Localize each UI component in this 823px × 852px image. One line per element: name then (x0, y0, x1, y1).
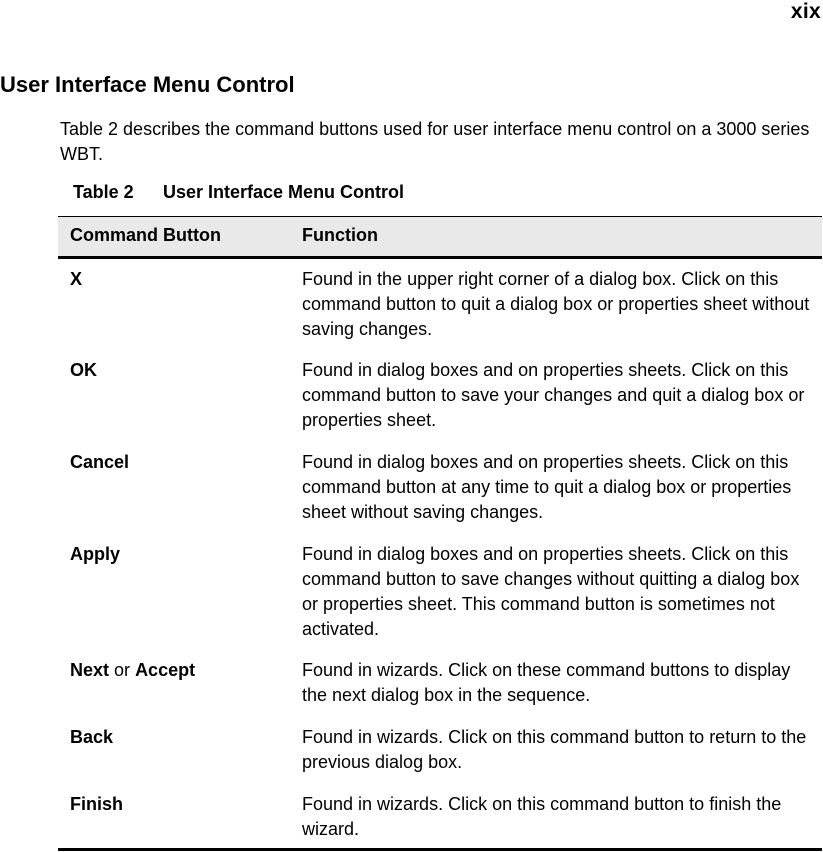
header-function: Function (302, 225, 378, 245)
table-caption (73, 182, 404, 203)
table-row (58, 358, 822, 433)
table-bottom-rule (58, 848, 822, 851)
command-cell (70, 542, 290, 567)
command-cell (70, 358, 290, 383)
command-cell (70, 267, 290, 292)
function-cell: Found in the upper right corner of a dialog box. Click on this command button to quit a dialog box or properties sheet without saving changes. (302, 269, 810, 339)
function-cell: Found in dialog boxes and on properties sheets. Click on this command button to save changes without quitting a dialog box or properties sheet. This command button is sometimes not activated. (302, 544, 800, 639)
command-cell (70, 450, 290, 475)
page-number: xix (790, 0, 821, 23)
table-caption-title: User Interface Menu Control (163, 182, 405, 202)
function-cell: Found in dialog boxes and on properties sheets. Click on this command button to save your changes and quit a dialog box or properties sheet. (302, 360, 805, 430)
table-row (58, 792, 822, 842)
command-name: Finish (70, 794, 123, 814)
function-cell: Found in dialog boxes and on properties sheets. Click on this command button at any time to quit a dialog box or properties sheet without saving changes. (302, 452, 792, 522)
command-name: Apply (70, 544, 121, 564)
function-cell: Found in wizards. Click on these command buttons to display the next dialog box in the sequence. (302, 660, 791, 705)
function-cell: Found in wizards. Click on this command button to return to the previous dialog box. (302, 727, 807, 772)
function-cell: Found in wizards. Click on this command button to finish the wizard. (302, 794, 782, 839)
command-name-accept: Accept (135, 660, 196, 680)
table-body (58, 267, 822, 842)
table-row (58, 450, 822, 525)
table-row (58, 658, 822, 708)
command-cell (70, 725, 290, 750)
header-command-button: Command Button (70, 225, 221, 245)
command-name: OK (70, 360, 97, 380)
intro-paragraph: Table 2 describes the command buttons used for user interface menu control on a 3000 series WBT. (60, 119, 810, 164)
table-caption-label: Table 2 (73, 182, 134, 202)
command-table (58, 216, 822, 842)
section-heading: User Interface Menu Control (0, 72, 295, 97)
command-join-word: or (114, 660, 131, 680)
command-name: Back (70, 727, 114, 747)
command-name: X (70, 269, 83, 289)
table-row (58, 725, 822, 775)
command-cell (70, 658, 290, 683)
command-name: Cancel (70, 452, 130, 472)
table-row (58, 267, 822, 342)
table-header-row (58, 216, 822, 259)
table-row (58, 542, 822, 642)
command-cell (70, 792, 290, 817)
command-name-next: Next (70, 660, 110, 680)
